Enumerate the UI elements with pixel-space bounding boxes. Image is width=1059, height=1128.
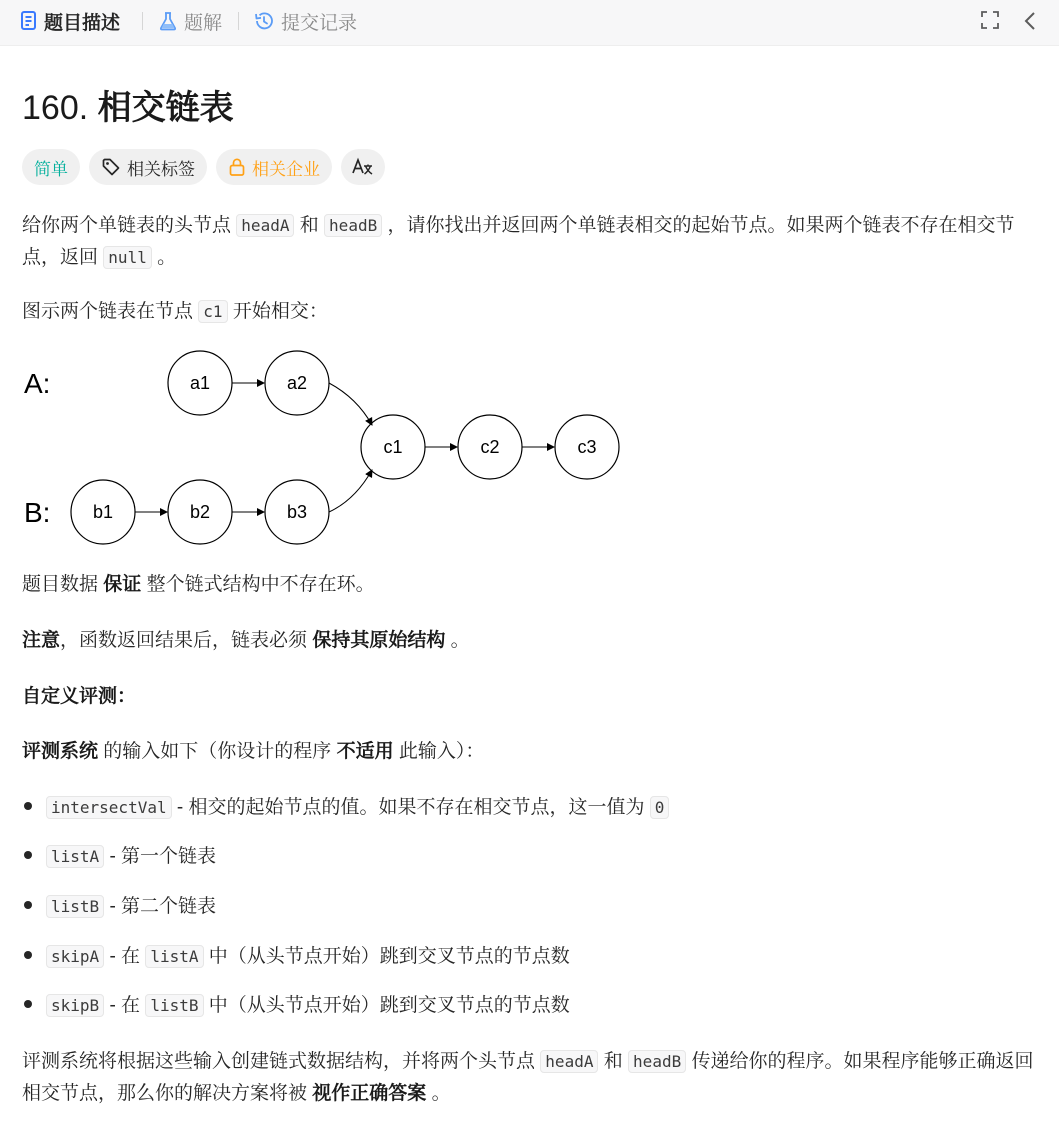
related-companies-button[interactable]: [216, 149, 332, 185]
bold-text: 注意: [22, 630, 61, 651]
tab-submissions-label: 提交记录: [281, 12, 358, 34]
text-span: - 第一个链表: [109, 846, 217, 867]
tab-solutions[interactable]: [158, 0, 222, 42]
note-paragraph: [22, 625, 1037, 657]
tag-icon: [101, 157, 121, 177]
history-icon: [253, 10, 275, 32]
tab-bar: [0, 0, 1059, 46]
bold-text: 保证: [103, 574, 142, 595]
text-span: 。: [431, 1083, 451, 1104]
code-inline: null: [103, 246, 152, 269]
judge-output-paragraph: [22, 1046, 1037, 1110]
text-span: ，请你找出并返回两个单链表相交的起始节点。如果两个链表不存在相交节点，返回: [22, 215, 1015, 268]
list-item: [22, 891, 216, 923]
translate-button[interactable]: [341, 149, 385, 185]
text-span: 给你两个单链表的头节点: [22, 215, 232, 236]
code-inline: skipA: [46, 945, 104, 968]
judge-input-paragraph: [22, 736, 1037, 768]
problem-number: 160.: [22, 89, 89, 127]
code-inline: headB: [628, 1050, 686, 1073]
list-item: [22, 990, 570, 1022]
list-item: [22, 941, 570, 973]
code-inline: headB: [324, 214, 382, 237]
translate-icon: [351, 157, 375, 177]
bold-text: 不适用: [336, 741, 394, 762]
node-label: c2: [480, 437, 500, 457]
bold-text: 评测系统: [22, 741, 99, 762]
bullet-dot: [24, 1000, 32, 1008]
tag-row: [22, 149, 385, 185]
lock-icon: [228, 157, 246, 177]
code-inline: headA: [236, 214, 294, 237]
node-label: b2: [189, 502, 211, 522]
node-a2: [265, 351, 329, 415]
node-a1: [168, 351, 232, 415]
code-inline: c1: [198, 300, 227, 323]
text-span: - 第二个链表: [109, 896, 217, 917]
tab-solutions-label: 题解: [184, 12, 223, 34]
page-title: [22, 80, 234, 129]
bullet-dot: [24, 851, 32, 859]
label-a: A:: [24, 368, 51, 399]
text-span: 中（从头节点开始）跳到交叉节点的节点数: [208, 995, 570, 1016]
linked-list-diagram: [22, 340, 642, 552]
text-span: 传递给你的程序。如果程序能够正确返回相交节点，那么你的解决方案将被: [22, 1051, 1034, 1104]
related-companies-label: 相关企业: [252, 159, 320, 179]
node-label: c1: [383, 437, 403, 457]
document-icon: [20, 11, 38, 31]
node-label: b1: [92, 502, 114, 522]
bullet-dot: [24, 802, 32, 810]
node-b1: [71, 480, 135, 544]
node-b2: [168, 480, 232, 544]
text-span: 评测系统将根据这些输入创建链式数据结构，并将两个头节点: [22, 1051, 536, 1072]
tab-submissions[interactable]: [253, 0, 357, 42]
text-span: 的输入如下（你设计的程序: [103, 741, 332, 762]
node-c2: [458, 415, 522, 479]
text-span: - 在: [109, 946, 141, 967]
flask-icon: [158, 11, 178, 31]
tab-description[interactable]: [20, 0, 120, 42]
text-span: 和: [603, 1051, 623, 1072]
custom-judge-heading: [22, 681, 1037, 713]
difficulty-label: 简单: [34, 159, 68, 179]
code-inline: intersectVal: [46, 796, 172, 819]
text-span: 。: [450, 630, 470, 651]
difficulty-badge[interactable]: [22, 149, 80, 185]
code-inline: headA: [540, 1050, 598, 1073]
diagram-caption: [22, 296, 1037, 328]
description-paragraph: [22, 210, 1037, 274]
text-span: - 相交的起始节点的值。如果不存在相交节点，这一值为: [176, 797, 645, 818]
collapse-chevron-icon[interactable]: [1022, 10, 1038, 32]
code-inline: 0: [650, 796, 670, 819]
problem-title: 相交链表: [97, 89, 234, 127]
bold-text: 保持其原始结构: [312, 630, 446, 651]
label-b: B:: [24, 497, 51, 528]
text-span: 图示两个链表在节点: [22, 301, 194, 322]
node-label: a2: [286, 373, 308, 393]
code-inline: listB: [46, 895, 104, 918]
constraint-paragraph: [22, 569, 1037, 601]
text-span: 整个链式结构中不存在环。: [146, 574, 375, 595]
related-tags-label: 相关标签: [127, 159, 195, 179]
text-span: 。: [157, 247, 177, 268]
tab-divider: [238, 12, 239, 30]
related-tags-button[interactable]: [89, 149, 207, 185]
code-inline: listB: [145, 994, 203, 1017]
fullscreen-icon[interactable]: [980, 10, 1000, 30]
text-span: 此输入）：: [398, 741, 485, 762]
text-span: ：: [308, 301, 328, 322]
node-label: b3: [286, 502, 308, 522]
code-inline: skipB: [46, 994, 104, 1017]
code-inline: listA: [46, 845, 104, 868]
bullet-dot: [24, 901, 32, 909]
node-b3: [265, 480, 329, 544]
text-span: 和: [299, 215, 319, 236]
node-c3: [555, 415, 619, 479]
tab-description-label: 题目描述: [44, 12, 121, 34]
text-span: 中（从头节点开始）跳到交叉节点的节点数: [208, 946, 570, 967]
list-item: [22, 841, 216, 873]
list-item: [22, 792, 669, 824]
code-inline: listA: [145, 945, 203, 968]
bold-text: 自定义评测：: [22, 686, 137, 707]
node-label: a1: [189, 373, 211, 393]
text-span: - 在: [109, 995, 141, 1016]
bullet-dot: [24, 951, 32, 959]
node-c1: [361, 415, 425, 479]
bold-text: 视作正确答案: [312, 1083, 427, 1104]
text-span: ，函数返回结果后，链表必须: [60, 630, 308, 651]
text-span: 题目数据: [22, 574, 99, 595]
text-span: 开始相交: [232, 301, 309, 322]
tab-divider: [142, 12, 143, 30]
node-label: c3: [577, 437, 597, 457]
